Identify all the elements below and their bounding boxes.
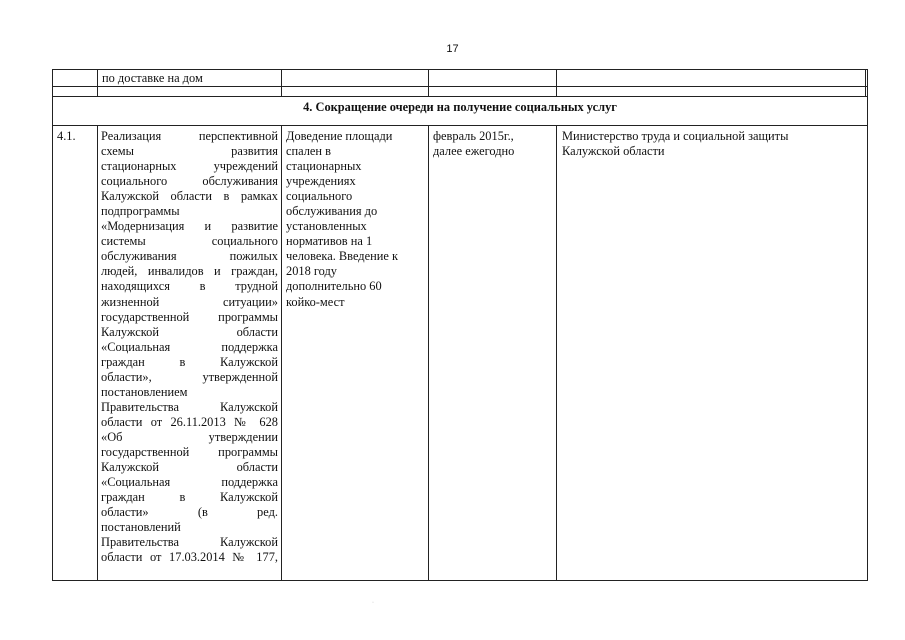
row-divider [53,86,867,87]
description-line: стационарных учреждений [101,159,278,174]
column-divider [428,125,429,581]
description-line: Калужской области в рамках [101,189,278,204]
description-line: Калужской области [101,460,278,475]
description-line: «Социальная поддержка [101,475,278,490]
result-line: дополнительно 60 [286,279,382,294]
column-divider [556,125,557,581]
result-line: нормативов на 1 [286,234,373,249]
result-line: социального [286,189,353,204]
result-line: установленных [286,219,367,234]
scan-speck: · [372,600,374,606]
row-deadline [433,129,553,159]
description-line: схемы развития [101,144,278,159]
column-divider [281,125,282,581]
description-line: области» (в ред. [101,505,278,520]
description-line: области», утвержденной [101,369,278,384]
description-line: обслуживания пожилых [101,249,278,264]
result-line: стационарных [286,159,362,174]
column-divider [556,70,557,96]
description-line: находящихся в трудной [101,279,278,294]
column-divider [428,70,429,96]
action-plan-table [52,69,868,581]
row-number: 4.1. [57,129,76,143]
column-divider [97,125,98,581]
column-divider [865,70,866,96]
description-line: постановлений [101,520,181,535]
row-expected-result [286,129,426,310]
deadline-line: далее ежегодно [433,144,515,159]
description-line: области от 26.11.2013 № 628 [101,414,278,429]
description-line: государственной программы [101,309,278,324]
description-line: постановлением [101,384,188,399]
column-divider [97,70,98,96]
description-line: граждан в Калужской [101,354,278,369]
description-line: Калужской области [101,324,278,339]
description-line: области от 17.03.2014 № 177, [101,550,278,565]
description-line: людей, инвалидов и граждан, [101,264,278,279]
section-title: 4. Сокращение очереди на получение социальных услуг [303,100,617,114]
result-line: обслуживания до [286,204,378,219]
description-line: Реализация перспективной [101,129,278,143]
description-line: «Модернизация и развитие [101,219,278,234]
description-line: государственной программы [101,444,278,459]
description-line: системы социального [101,234,278,249]
page-number: 17 [446,43,459,55]
column-divider [281,70,282,96]
result-line: человека. Введение к [286,249,398,264]
description-line: «Об утверждении [101,429,278,444]
row-responsible [562,129,862,159]
result-line: спален в [286,144,332,159]
description-line: социального обслуживания [101,174,278,189]
responsible-line: Калужской области [562,144,665,159]
description-line: подпрограммы [101,204,180,219]
description-line: граждан в Калужской [101,490,278,505]
result-line: учреждениях [286,174,356,189]
description-line: жизненной ситуации» [101,294,278,309]
description-line: «Социальная поддержка [101,339,278,354]
responsible-line: Министерство труда и социальной защиты [562,129,789,143]
description-line: Правительства Калужской [101,535,278,550]
row-description [101,129,278,565]
description-line: Правительства Калужской [101,399,278,414]
result-line: Доведение площади [286,129,393,143]
prev-row-description: по доставке на дом [102,71,203,85]
deadline-line: февраль 2015г., [433,129,514,143]
result-line: 2018 году [286,264,337,279]
result-line: койко-мест [286,294,345,309]
